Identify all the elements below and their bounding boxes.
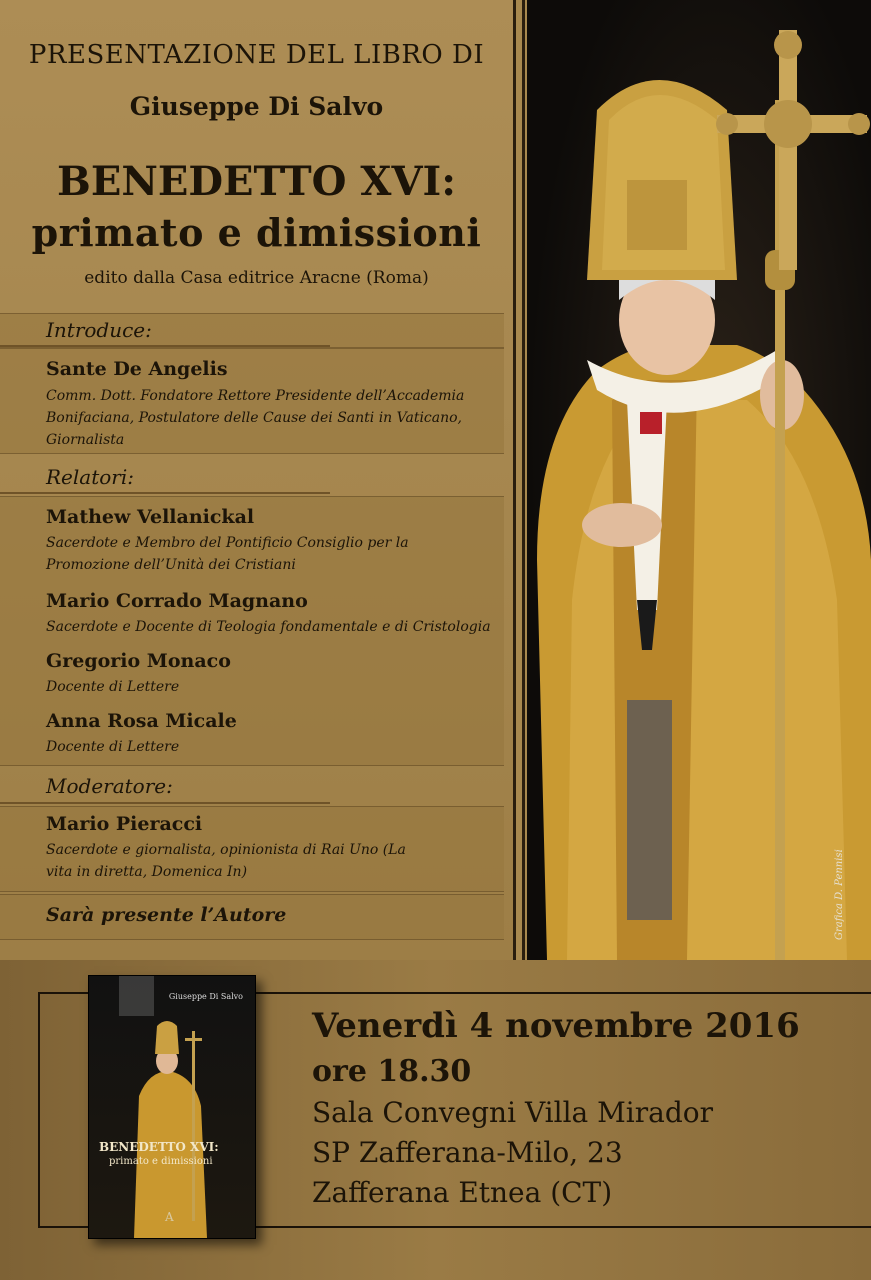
speaker-description: Sacerdote e Docente di Teologia fondamentale e di Cristologia bbox=[46, 619, 491, 635]
moderatore-rule bbox=[0, 802, 330, 804]
cover-illustration bbox=[89, 976, 255, 1238]
event-venue: Sala Convegni Villa Mirador bbox=[312, 1096, 713, 1129]
speaker-name: Mario Corrado Magnano bbox=[46, 590, 308, 612]
event-box-left bbox=[38, 992, 40, 1228]
moderator-description: Sacerdote e giornalista, opinionista di Rai Uno (La vita in diretta, Domenica In) bbox=[46, 842, 406, 880]
cover-title-line2: primato e dimissioni bbox=[109, 1156, 213, 1167]
moderator-name: Mario Pieracci bbox=[46, 813, 203, 835]
author-presence-note: Sarà presente l’Autore bbox=[46, 904, 287, 926]
speaker-name: Anna Rosa Micale bbox=[46, 710, 237, 732]
photo-credit: Grafica D. Pennisi bbox=[834, 849, 845, 940]
book-title-line1: BENEDETTO XVI: bbox=[57, 158, 456, 205]
speaker-name: Gregorio Monaco bbox=[46, 650, 231, 672]
frame-divider-right bbox=[522, 0, 525, 960]
speaker-description: Docente di Lettere bbox=[46, 739, 180, 755]
moderatore-label: Moderatore: bbox=[46, 774, 173, 798]
event-time: ore 18.30 bbox=[312, 1054, 472, 1089]
pope-photo bbox=[527, 0, 871, 960]
cover-author: Giuseppe Di Salvo bbox=[168, 992, 243, 1001]
relatori-label: Relatori: bbox=[46, 465, 134, 489]
presentation-heading: PRESENTAZIONE DEL LIBRO DI bbox=[28, 40, 485, 70]
book-title-line2: primato e dimissioni bbox=[31, 210, 482, 255]
event-city: Zafferana Etnea (CT) bbox=[312, 1176, 613, 1209]
introduce-rule bbox=[0, 345, 330, 347]
speaker-description: Docente di Lettere bbox=[46, 679, 180, 695]
publisher-line: edito dalla Casa editrice Aracne (Roma) bbox=[84, 268, 429, 288]
publisher-logo: A bbox=[165, 1210, 174, 1224]
speaker-name: Mathew Vellanickal bbox=[46, 506, 255, 528]
pope-figure-illustration bbox=[527, 0, 871, 960]
event-date: Venerdì 4 novembre 2016 bbox=[312, 1006, 800, 1046]
event-address: SP Zafferana-Milo, 23 bbox=[312, 1136, 623, 1169]
relatori-rule bbox=[0, 492, 330, 494]
book-cover-image bbox=[88, 975, 256, 1239]
cover-title-line1: BENEDETTO XVI: bbox=[99, 1140, 219, 1154]
speaker-description: Sacerdote e Membro del Pontificio Consiglio per la Promozione dell’Unità dei Cristiani bbox=[46, 535, 409, 573]
introducer-name: Sante De Angelis bbox=[46, 358, 228, 380]
author-name: Giuseppe Di Salvo bbox=[129, 92, 384, 121]
introduce-label: Introduce: bbox=[46, 318, 152, 342]
frame-divider-left bbox=[513, 0, 516, 960]
introducer-description: Comm. Dott. Fondatore Rettore Presidente dell’Accademia Bonifaciana, Postulatore delle Cause dei Santi in Vaticano, Giornalista bbox=[46, 388, 465, 448]
